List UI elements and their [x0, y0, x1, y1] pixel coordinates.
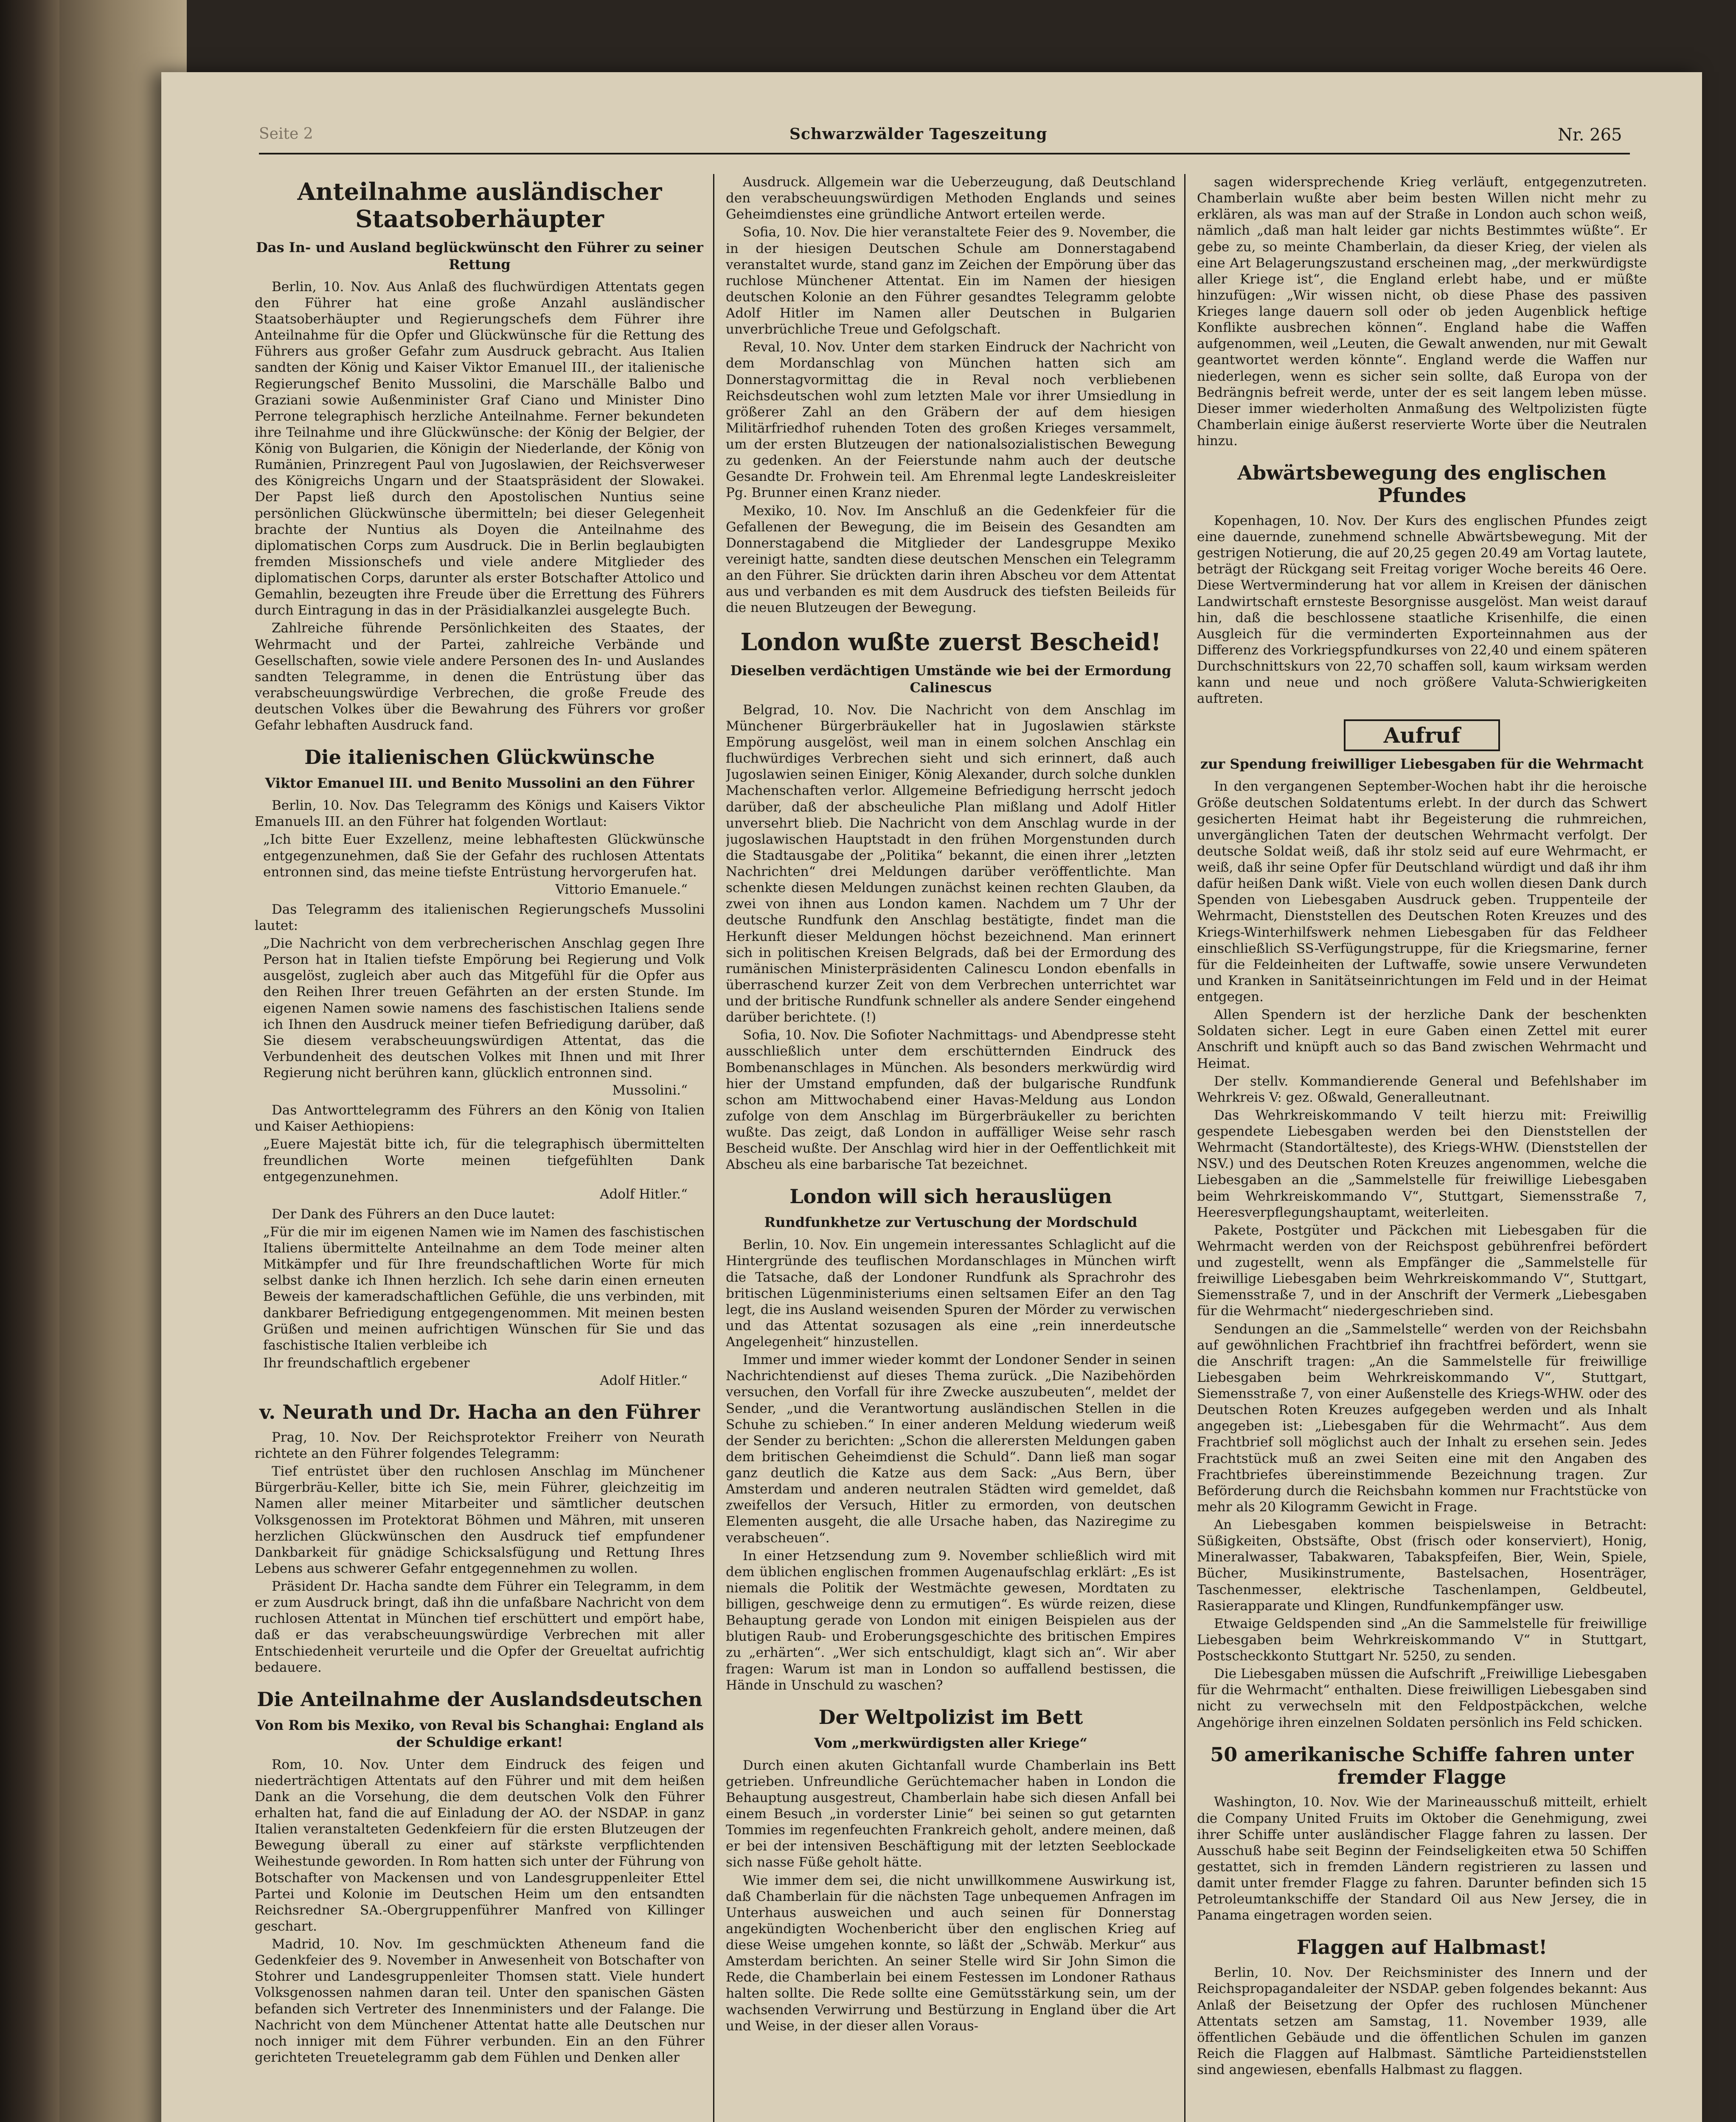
paragraph: Der Dank des Führers an den Duce lautet: [272, 1206, 555, 1222]
newspaper-page [161, 72, 1702, 2122]
subheadline: Das In- und Ausland beglückwünscht den Führer zu seiner Rettung [256, 239, 703, 272]
headline: v. Neurath und Dr. Hacha an den Führer [259, 1401, 700, 1424]
paragraph: Die Liebesgaben müssen die Aufschrift „Freiwillige Liebesgaben für die Wehrmacht“ enthalten. Diese freiwilligen Liebesgaben sind nicht zu verwechseln mit den Feldpostpäckchen, welche Angehörige ihren einzelnen Soldaten persönlich ins Feld schicken. [1197, 1666, 1647, 1730]
paragraph: Berlin, 10. Nov. Ein ungemein interessantes Schlaglicht auf die Hintergründe des teuflischen Mordanschlages in München wirft die Tatsache, daß der Londoner Rundfunk als Sprachrohr des britischen Lügenministeriums einen seltsamen Eifer an den Tag legt, die ins Ausland weisenden Spuren der Mörder zu verwischen und das Attentat sozusagen als eine „rein innerdeutsche Angelegenheit“ hinzustellen. [726, 1237, 1176, 1350]
headline: Flaggen auf Halbmast! [1296, 1936, 1548, 1959]
column-3 [1197, 174, 1647, 2091]
headline: London wußte zuerst Bescheid! [740, 628, 1161, 657]
boxed-headline: Aufruf [1344, 719, 1500, 751]
paragraph: Sofia, 10. Nov. Die Sofioter Nachmittags- und Abendpresse steht ausschließlich unter dem erschütternden Eindruck des Bombenanschlages in München. Als besonders merkwürdig wird hier der Umstand empfunden, daß der bulgarische Rundfunk schon am Mittwochabend einer Havas-Meldung aus London zufolge von dem Anschlag im Bürgerbräukeller zu berichten wußte. Das zeigt, daß London in auffälliger Weise sehr rasch Bescheid wußte. Der Anschlag wird hier in der Oeffentlichkeit mit Abscheu als eine barbarische Tat bezeichnet. [726, 1027, 1176, 1173]
paragraph: Tief entrüstet über den ruchlosen Anschlag im Münchener Bürgerbräu-Keller, bitte ich Sie, mein Führer, gleichzeitig im Namen aller meiner Mitarbeiter und sämtlicher deutschen Volksgenossen im Protektorat Böhmen und Mähren, mit unseren herzlichen Glückwünschen den Ausdruck tief empfundener Dankbarkeit für gnädige Schicksalsfügung und Rettung Ihres Lebens aus schwerer Gefahr entgegennehmen zu wollen. [255, 1464, 705, 1576]
article-ships [1197, 1743, 1647, 1924]
paragraph: Rom, 10. Nov. Unter dem Eindruck des feigen und niederträchtigen Attentats auf den Führer und mit dem heißen Dank an die Vorsehung, die dem deutschen Volk den Führer erhalten hat, fand die auf Einladung der AO. der NSDAP. in ganz Italien veranstalteten Gedenkfeiern für die ersten Blutzeugen der Bewegung überall zu einer auf stärkste verpflichtenden Weihestunde geworden. In Rom hatten sich unter der Führung von Botschafter von Mackensen und von Landesgruppenleiter Ettel Partei und Kolonie im Deutschen Heim um den entsandten Reichsredner SA.-Obergruppenführer Manfred von Killinger geschart. [255, 1757, 705, 1934]
running-head [161, 125, 1702, 151]
subheadline: Viktor Emanuel III. und Benito Mussolini an den Führer [265, 775, 694, 792]
paragraph: Berlin, 10. Nov. Der Reichsminister des Innern und der Reichspropagandaleiter der NSDAP. geben folgendes bekannt: Aus Anlaß der Beisetzung der Opfer des ruchlosen Münchener Attentats setzen am Samstag, 11. November 1939, alle öffentlichen Gebäude und die öffentlichen Schulen im ganzen Reich die Flaggen auf Halbmast. Sämtliche Parteidienststellen sind angewiesen, ebenfalls Halbmast zu flaggen. [1197, 1965, 1647, 2078]
masthead-title: Schwarzwälder Tageszeitung [789, 125, 1048, 143]
article-auslandsdeutsche [255, 1688, 705, 2066]
subheadline: Dieselben verdächtigen Umstände wie bei der Ermordung Calinescus [730, 662, 1171, 696]
quote: „Ich bitte Euer Exzellenz, meine lebhaftesten Glückwünsche entgegenzunehmen, daß Sie der Gefahr des ruchlosen Attentats entronnen sind, das meine tiefste Entrüstung hervorgerufen hat. [263, 832, 705, 880]
paragraph: In einer Hetzsendung zum 9. November schließlich wird mit dem üblichen englischen frommen Augenaufschlag erklärt: „Es ist niemals die Politik der Westmächte gewesen, Mordtaten zu billigen, geschweige denn zu ermutigen“. Es würde reizen, diese Behauptung gerade von London mit einigen Beispielen aus der blutigen Raub- und Eroberungsgeschichte des britischen Empires zu „erhärten“. „Wer sich entschuldigt, klagt sich an“. Wir aber fragen: Warum ist man in London so auffallend bestissen, die Hände in Unschuld zu waschen? [726, 1548, 1176, 1693]
paragraph: Berlin, 10. Nov. Aus Anlaß des fluchwürdigen Attentats gegen den Führer hat eine große Anzahl ausländischer Staatsoberhäupter und Regierungschefs dem Führer ihre Anteilnahme für die Opfer und Glückwünsche für die Rettung des Führers aus großer Gefahr zum Ausdruck gebracht. Aus Italien sandten der König und Kaiser Viktor Emanuel III., der italienische Regierungschef Benito Mussolini, die Marschälle Balbo und Graziani sowie Außenminister Graf Ciano und Minister Dino Perrone telegraphisch herzliche Anteilnahme. Ferner bekundeten ihre Teilnahme und ihre Glückwünsche: der König der Belgier, der König von Bulgarien, die Königin der Niederlande, der König von Rumänien, Prinzregent Paul von Jugoslawien, der Reichsverweser des Königreichs Ungarn und der Staatspräsident der Slowakei. Der Papst ließ durch den Apostolischen Nuntius seine persönlichen Glückwünsche übermitteln; bei dieser Gelegenheit brachte der Nuntius als Doyen die Anteilnahme des diplomatischen Corps zum Ausdruck. Die in Berlin beglaubigten fremden Missionschefs und viele andere Mitglieder des diplomatischen Corps, darunter als erster Botschafter Attolico und Gemahlin, bezeugten ihre Freude über die Errettung des Führers durch Eintragung in das in der Präsidialkanzlei ausgelegte Buch. [255, 279, 705, 618]
headline: Die Anteilnahme der Auslandsdeutschen [257, 1687, 702, 1711]
paragraph: Ausdruck. Allgemein war die Ueberzeugung, daß Deutschland den verabscheuungswürdigen Methoden Englands und seines Geheimdienstes eine gründliche Antwort erteilen werde. [726, 174, 1176, 222]
signature: Adolf Hitler.“ [600, 1373, 688, 1389]
paragraph: Immer und immer wieder kommt der Londoner Sender in seinen Nachrichtendienst auf dieses Thema zurück. „Die Nazibehörden versuchen, den Vorfall für ihre Zwecke auszubeuten“, meldet der Sender, „und die Verantwortung ausländischen Stellen in die Schuhe zu schieben.“ In einer anderen Meldung wiederum weiß der Sender zu berichten: „Schon die allerersten Meldungen gaben dem britischen Geheimdienst die Schuld“. Dann ließ man sogar ganz deutlich die Katze aus dem Sack: „Aus Bern, über Amsterdam und anderen neutralen Städten wird gemeldet, daß zweifellos der Versuch, Hitler zu ermorden, von deutschen Elementen ausgeht, die alle Ursache haben, das Naziregime zu verabscheuen“. [726, 1352, 1176, 1546]
article-neurath-hacha [255, 1401, 705, 1676]
paragraph: Belgrad, 10. Nov. Die Nachricht von dem Anschlag im Münchener Bürgerbräukeller hat in Jugoslawien stärkste Empörung ausgelöst, weil man in einem solchen Anschlag ein fluchwürdiges Verbrechen sieht und sich erinnert, daß auch Jugoslawien seinen Einiger, König Alexander, durch solche dunklen Machenschaften verlor. Allgemeine Befriedigung herrscht jedoch darüber, daß der abscheuliche Plan mißlang und Adolf Hitler unversehrt blieb. Die Nachricht von dem Anschlag wurde in der jugoslawischen Hauptstadt in den frühen Morgenstunden durch die Stadtausgabe der „Politika“ bekannt, die einen ihrer „letzten Nachrichten“ drei Meldungen darüber veröffentlichte. Man schenkte diesen Meldungen zunächst keinen rechten Glauben, da zwei von ihnen aus London kamen. Nachdem um 7 Uhr der deutsche Rundfunk den Anschlag bestätigte, findet man die Herkunft dieser Meldungen höchst bezeichnend. Man erinnert sich in politischen Kreisen Belgrads, daß bei der Ermordung des rumänischen Ministerpräsidenten Calinescu London ebenfalls in überraschend kurzer Zeit von dem Verbrechen unterrichtet war und der britische Rundfunk schneller als andere Sender eingehend darüber berichtete. (!) [726, 702, 1176, 1025]
article-italian-congrats [255, 746, 705, 1388]
subheadline: Rundfunkhetze zur Vertuschung der Mordschuld [764, 1214, 1138, 1231]
paragraph: Berlin, 10. Nov. Das Telegramm des Königs und Kaisers Viktor Emanuels III. an den Führer hat folgenden Wortlaut: [255, 798, 705, 830]
paragraph: Durch einen akuten Gichtanfall wurde Chamberlain ins Bett getrieben. Unfreundliche Gerüchtemacher haben in London die Behauptung ausgestreut, Chamberlain habe sich diesen Anfall bei einem Besuch „in vorderster Linie“ bei seinen so gut getarnten Tommies im regenfeuchten Frankreich geholt, andere meinen, daß er bei der intensiven Beschäftigung mit der letzten Seeblockade sich nasse Füße geholt hätte. [726, 1757, 1176, 1870]
page-label: Seite 2 [259, 125, 313, 143]
paragraph: Mexiko, 10. Nov. Im Anschluß an die Gedenkfeier für die Gefallenen der Bewegung, die im Beisein des Gesandten am Donnerstagabend die Mitglieder der Landesgruppe Mexiko vereinigt hatte, sandten diese deutschen Menschen ein Telegramm an den Führer. Sie drückten darin ihren Abscheu vor dem Attentat aus und verbanden es mit dem Ausdruck des tiefsten Beileids für die neuen Blutzeugen der Bewegung. [726, 503, 1176, 616]
paragraph: Kopenhagen, 10. Nov. Der Kurs des englischen Pfundes zeigt eine dauernde, zunehmend schnelle Abwärtsbewegung. Mit der gestrigen Notierung, die auf 20,25 gegen 20.49 am Vortag lautete, beträgt der Rückgang seit Freitag voriger Woche bereits 46 Oere. Diese Wertverminderung hat vor allem in Kreisen der dänischen Landwirtschaft ernsteste Besorgnisse ausgelöst. Man weist darauf hin, daß die beschlossene staatliche Krisenhilfe, die einen Ausgleich für die verminderten Exporteinnahmen aus der Differenz des Vorkriegspfundkurses von 22,40 und einem späteren Durchschnittskurs von 22,70 schaffen soll, kaum wirksam werden kann und neue und noch größere Valuta-Schwierigkeiten auftreten. [1197, 513, 1647, 707]
paragraph: Das Telegramm des italienischen Regierungschefs Mussolini lautet: [255, 901, 705, 933]
article-weltpolizist [726, 1706, 1176, 2034]
signature: Mussolini.“ [612, 1083, 688, 1098]
header-rule [259, 153, 1630, 154]
article-london-lies [726, 1185, 1176, 1693]
paragraph: Zahlreiche führende Persönlichkeiten des Staates, der Wehrmacht und der Partei, zahlreiche Verbände und Gesellschaften, sowie viele andere Personen des In- und Auslandes sandten Telegramme, in denen die Entrüstung über das verabscheuungswürdige Verbrechen, die große Freude des deutschen Volkes über die Bewahrung des Führers vor großer Gefahr lebhaften Ausdruck fand. [255, 620, 705, 733]
signature: Adolf Hitler.“ [600, 1186, 688, 1202]
headline: London will sich herauslügen [789, 1185, 1112, 1208]
headline: Anteilnahme ausländischer Staatsoberhäupter [297, 178, 662, 233]
paragraph: Reval, 10. Nov. Unter dem starken Eindruck der Nachricht von dem Mordanschlag von München hatten sich am Donnerstagvormittag die in Reval noch verbliebenen Reichsdeutschen wohl zum letzten Male vor ihrer Umsiedlung in größerer Zahl an den Gräbern der auf dem hiesigen Militärfriedhof ruhenden Toten des großen Krieges versammelt, um der ersten Blutzeugen der nationalsozialistischen Bewegung zu gedenken. An der Feierstunde nahm auch der deutsche Gesandte Dr. Frohwein teil. Am Ehrenmal legte Landeskreisleiter Pg. Brunner einen Kranz nieder. [726, 340, 1176, 501]
article-flags [1197, 1936, 1647, 2078]
quote: „Die Nachricht von dem verbrecherischen Anschlag gegen Ihre Person hat in Italien tiefste Empörung bei Regierung und Volk ausgelöst, zugleich aber auch das Mitgefühl für die Opfer aus den Reihen Ihrer treuen Gefährten an der ersten Stunde. Im eigenen Namen sowie namens des faschistischen Italiens sende ich Ihnen den Ausdruck meiner tiefen Befriedigung darüber, daß Sie diesem verabscheuungswürdigen Attentat, das die Verbundenheit des deutschen Volkes mit Ihnen und mit Ihrer Regierung nicht berühren kann, glücklich entronnen sind. [263, 936, 705, 1081]
paragraph: Prag, 10. Nov. Der Reichsprotektor Freiherr von Neurath richtete an den Führer folgendes Telegramm: [255, 1429, 705, 1462]
paragraph: Allen Spendern ist der herzliche Dank der beschenkten Soldaten sicher. Legt in eure Gaben einen Zettel mit eurer Anschrift und knüpft auch so das Band zwischen Wehrmacht und Heimat. [1197, 1007, 1647, 1071]
column-1 [255, 174, 705, 2078]
paragraph: sagen widersprechende Krieg verläuft, entgegenzutreten. Chamberlain wußte aber beim besten Willen nicht mehr zu erklären, als was man auf der Straße in London auch schon weiß, nämlich „daß man halt leider gar nichts Bestimmtes wüßte“. Er gebe zu, so meinte Chamberlain, da dieser Krieg, der vielen als eine Art Belagerungszustand erscheinen mag, „der merkwürdigste aller Kriege ist“, die England erlebt habe, und er müßte hinzufügen: „Wir wissen nicht, ob diese Phase des passiven Krieges lange dauern soll oder ob jeden Augenblick heftige Konflikte ausbrechen können“. England habe die Waffen aufgenommen, weil „Leuten, die Gewalt anwenden, nur mit Gewalt geantwortet werden könnte“. England werde die Waffen nur niederlegen, wenn es sicher sein sollte, daß Europa von der Bedrängnis befreit werde, unter der es seit langem leben müsse. Dieser immer wiederholten Anmaßung des Weltpolizisten fügte Chamberlain einige äußerst reservierte Worte über die Neutralen hinzu. [1197, 174, 1647, 449]
quote-closing: Ihr freundschaftlich ergebener [263, 1355, 470, 1371]
headline: 50 amerikanische Schiffe fahren unter fremder Flagge [1210, 1743, 1634, 1788]
subheadline: Vom „merkwürdigsten aller Kriege“ [814, 1735, 1087, 1751]
paragraph: Sofia, 10. Nov. Die hier veranstaltete Feier des 9. November, die in der hiesigen Deutschen Schule am Donnerstagabend veranstaltet wurde, stand ganz im Zeichen der Empörung über das ruchlose Münchener Attentat. Ein im Namen der hiesigen deutschen Kolonie an den Führer gesandtes Telegramm gelobte Adolf Hitler im Namen aller Deutschen in Bulgarien unverbrüchliche Treue und Gefolgschaft. [726, 225, 1176, 337]
headline: Der Weltpolizist im Bett [818, 1705, 1083, 1729]
paragraph: Sendungen an die „Sammelstelle“ werden von der Reichsbahn auf gewöhnlichen Frachtbrief ihn frachtfrei befördert, wenn sie die Anschrift tragen: „An die Sammelstelle für freiwillige Liebesgaben beim Wehrkreiskommando V“, Stuttgart, Siemensstraße 7, von einer Außenstelle des Kriegs-WHW. oder des Deutschen Roten Kreuzes aufgegeben werden und als Inhalt angegeben ist: „Liebesgaben für die Wehrmacht“. Aus dem Frachtbrief soll möglichst auch der Inhalt zu ersehen sein. Jedes Frachtstück muß an zwei Seiten eine mit den Angaben des Frachtbriefes übereinstimmende Bezeichnung tragen. Zur Beförderung durch die Reichsbahn kommen nur Frachtstücke von mehr als 20 Kilogramm Gewicht in Frage. [1197, 1321, 1647, 1515]
headline: Abwärtsbewegung des englischen Pfundes [1237, 461, 1607, 507]
paragraph: Wie immer dem sei, die nicht unwillkommene Auswirkung ist, daß Chamberlain für die nächsten Tage unbequemen Anfragen im Unterhaus ausweichen und auch seinen für Donnerstag angekündigten Wochenbericht über den englischen Krieg auf diese Weise umgehen konnte, so läßt der „Schwäb. Merkur“ aus Amsterdam berichten. An seiner Stelle wird Sir John Simon die Rede, die Chamberlain bei einem Festessen im Londoner Rathaus halten sollte. Die Rede sollte eine Gemütsstärkung sein, um der wachsenden Verwirrung und Bestürzung in England über die Art und Weise, in der dieser allen Voraus- [726, 1872, 1176, 2034]
paragraph: Präsident Dr. Hacha sandte dem Führer ein Telegramm, in dem er zum Ausdruck bringt, daß ihn die unfaßbare Nachricht von dem ruchlosen Attentat in München tief erschüttert und empört habe, daß er das verabscheuungswürdige Verbrechen mit aller Entschiedenheit verurteile und die Opfer der Greueltat aufrichtig bedauere. [255, 1579, 705, 1675]
paragraph: Etwaige Geldspenden sind „An die Sammelstelle für freiwillige Liebesgaben beim Wehrkreiskommando V“ in Stuttgart, Postscheckkonto Stuttgart Nr. 5250, zu senden. [1197, 1616, 1647, 1664]
article-foreign-heads [255, 178, 705, 733]
quote: „Für die mir im eigenen Namen wie im Namen des faschistischen Italiens übermittelte Anteilnahme an dem Tode meiner alten Mitkämpfer und für Ihre freundschaftlichen Worte für mich selbst danke ich Ihnen herzlich. Ich sehe darin einen erneuten Beweis der kameradschaftlichen Gefühle, die uns verbinden, mit dankbarer Befriedigung entgegengenommen. Mit meinen besten Grüßen und meinen aufrichtigen Wünschen für Sie und das faschistische Italien verbleibe ich [263, 1224, 705, 1353]
paragraph: Washington, 10. Nov. Wie der Marineausschuß mitteilt, erhielt die Company United Fruits im Oktober die Genehmigung, zwei ihrer Schiffe unter ausländischer Flagge fahren zu lassen. Der Ausschuß habe seit Beginn der Feindseligkeiten etwa 50 Schiffen gestattet, sich in fremden Ländern registrieren zu lassen und damit unter fremder Flagge zu fahren. Darunter befinden sich 15 Petroleumtankschiffe der Standard Oil aus New Jersey, die in Panama eingetragen worden seien. [1197, 1794, 1647, 1923]
paragraph: In den vergangenen September-Wochen habt ihr die heroische Größe deutschen Soldatentums erlebt. In der durch das Schwert gesicherten Heimat habt ihr Begeisterung die ruhmreichen, unvergänglichen Taten der deutschen Wehrmacht verfolgt. Der deutsche Soldat weiß, daß ihr stolz seid auf eure Wehrmacht, er weiß, daß ihr seine Opfer für Deutschland würdigt und daß ihr ihm dafür heißen Dank wißt. Viele von euch wollen diesen Dank durch Spenden von Liebesgaben Ausdruck geben. Truppenteile der Wehrmacht, Dienststellen des Deutschen Roten Kreuzes und des Kriegs-Winterhilfswerk nehmen Liebesgaben für das Feldheer einschließlich SS-Verfügungstruppe, für die Kriegsmarine, ferner für die Feldeinheiten der Luftwaffe, sowie unsere Verwundeten und Kranken in Sanitätseinrichtungen im Feld und in der Heimat entgegen. [1197, 779, 1647, 1005]
article-aufruf [1197, 719, 1647, 1730]
column-2 [726, 174, 1176, 2047]
paragraph: Pakete, Postgüter und Päckchen mit Liebesgaben für die Wehrmacht werden von der Reichspost gebührenfrei befördert und zugestellt, wenn als Empfänger die „Sammelstelle für freiwillige Liebesgaben beim Wehrkreiskommando V“, Stuttgart, Siemensstraße 7, und in der Anschrift der Vermerk „Liebesgaben für die Wehrmacht“ niedergeschrieben sind. [1197, 1222, 1647, 1319]
paragraph: Madrid, 10. Nov. Im geschmückten Atheneum fand die Gedenkfeier des 9. November in Anwesenheit von Botschafter von Stohrer und Landesgruppenleiter Thomsen statt. Viele hundert Volksgenossen nahmen daran teil. Unter den spanischen Gästen befanden sich Vertreter des Innenministers und der Falange. Die Nachricht von dem Münchener Attentat hatte alle Deutschen nur noch inniger mit dem Führer verbunden. Ein an den Führer gerichteten Treuetelegramm gab dem Fühlen und Denken aller [255, 1937, 705, 2065]
column-rule [1184, 174, 1185, 2122]
column-rule [713, 174, 714, 2122]
subheadline: Von Rom bis Mexiko, von Reval bis Schanghai: England als der Schuldige erkant! [255, 1717, 704, 1750]
article-pound [1197, 462, 1647, 707]
subheadline: zur Spendung freiwilliger Liebesgaben für die Wehrmacht [1200, 756, 1644, 772]
article-continued [726, 174, 1176, 616]
signature-block: Der stellv. Kommandierende General und Befehlshaber im Wehrkreis V: gez. Oßwald, Generalleutnant. [1197, 1073, 1647, 1105]
issue-number: Nr. 265 [1558, 125, 1622, 145]
paragraph: An Liebesgaben kommen beispielsweise in Betracht: Süßigkeiten, Obstsäfte, Obst (frisch oder konserviert), Honig, Mineralwasser, Tabakwaren, Tabakspfeifen, Bier, Wein, Spiele, Bücher, Musikinstrumente, Bastelsachen, Hosenträger, Taschenmesser, elektrische Taschenlampen, Geldbeutel, Rasierapparate und Klingen, Rundfunkempfänger usw. [1197, 1517, 1647, 1614]
article-continued [1197, 174, 1647, 449]
paragraph: Das Wehrkreiskommando V teilt hierzu mit: Freiwillig gespendete Liebesgaben werden bei den Dienststellen der Wehrmacht (Standortälteste), des Kriegs-WHW. (Dienststellen der NSV.) und des Deutschen Roten Kreuzes angenommen, welche die Liebesgaben an die „Sammelstelle für freiwillige Liebesgaben beim Wehrkreiskommando V“, Stuttgart, Siemensstraße 7, Heeresverpflegungshauptamt, weiterleiten. [1197, 1107, 1647, 1220]
signature: Vittorio Emanuele.“ [555, 881, 688, 897]
paragraph: Das Antworttelegramm des Führers an den König von Italien und Kaiser Aethiopiens: [255, 1103, 705, 1134]
headline: Die italienischen Glückwünsche [304, 746, 655, 769]
article-london-knew [726, 629, 1176, 1173]
quote: „Euere Majestät bitte ich, für die telegraphisch übermittelten freundlichen Worte meinen tiefgefühlten Dank entgegenzunehmen. [263, 1137, 705, 1185]
book-binding [0, 0, 59, 2122]
